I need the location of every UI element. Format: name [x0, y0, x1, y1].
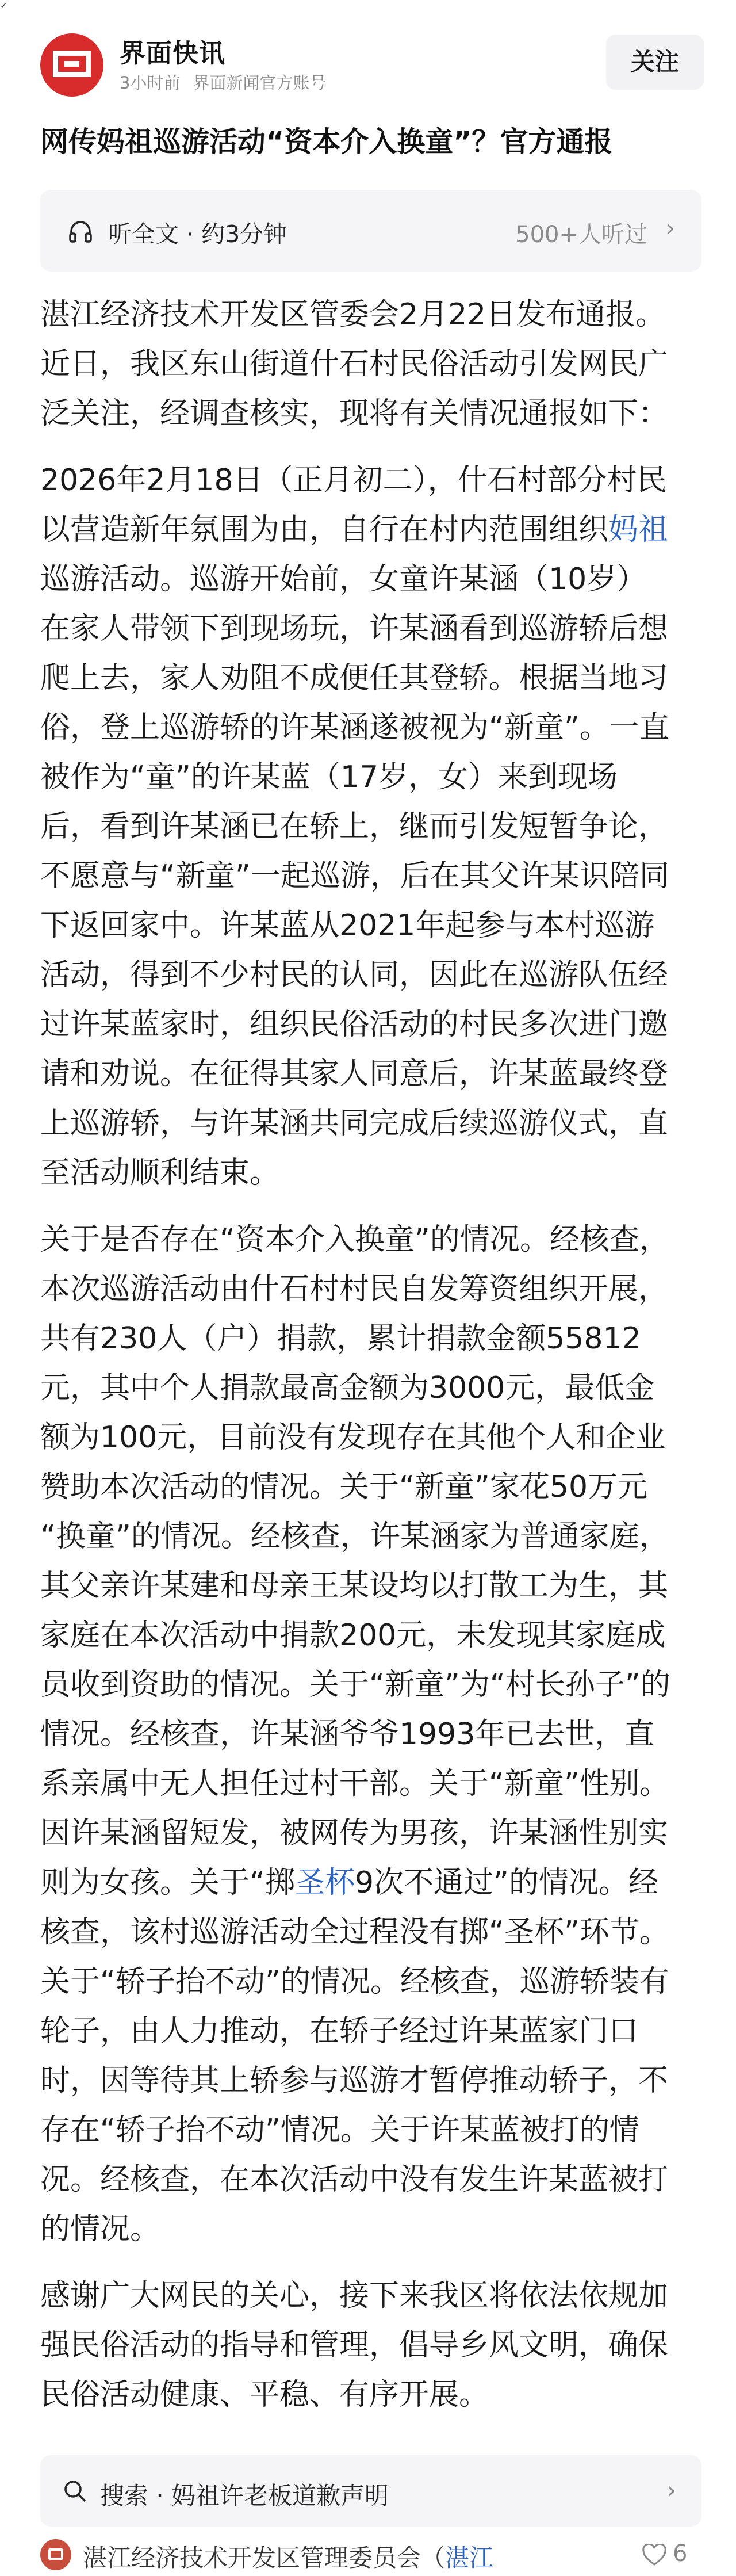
- text-line: 因许某涵留短发，被网传为男孩，许某涵性别实: [40, 1816, 669, 1851]
- text-line: [40, 1858, 702, 1908]
- paragraph-event: [40, 456, 702, 1198]
- paragraph-intro: [40, 290, 702, 438]
- text-line: 强民俗活动的指导和管理，倡导乡风文明，确保: [40, 2328, 669, 2363]
- text-line: 在家人带领下到现场玩，许某涵看到巡游轿后想: [40, 611, 669, 646]
- source-name: 湛江经济技术开发区管理委员会（: [83, 2544, 446, 2572]
- article-body: [40, 290, 702, 2437]
- text-line: “换童”的情况。经核查，许某涵家为普通家庭，: [40, 1519, 669, 1554]
- text-line: 况。经核查，在本次活动中没有发生许某蓝被打: [40, 2162, 669, 2197]
- text-line: 爬上去，家人劝阻不成便任其登轿。根据当地习: [40, 661, 669, 695]
- text-line: 共有230人（户）捐款，累计捐款金额55812: [40, 1321, 641, 1356]
- source-account[interactable]: [83, 2539, 493, 2574]
- text-line: 后，看到许某涵已在轿上，继而引发短暂争论，: [40, 809, 669, 844]
- text-span: 则为女孩。关于“掷: [40, 1866, 295, 1900]
- text-line: 关于是否存在“资本介入换童”的情况。经核查，: [40, 1222, 669, 1257]
- text-line: 不愿意与“新童”一起巡游，后在其父许某识陪同: [40, 859, 669, 893]
- source-link[interactable]: 湛江: [445, 2544, 494, 2572]
- source-avatar[interactable]: [40, 2539, 71, 2570]
- account-meta: [120, 70, 326, 94]
- verified-badge-icon: ✓: [0, 0, 8, 11]
- jiemian-logo-icon: [53, 51, 91, 77]
- text-line: 感谢广大网民的关心，接下来我区将依法依规加: [40, 2279, 669, 2313]
- text-line: 巡游活动。巡游开始前，女童许某涵（10岁）: [40, 562, 647, 597]
- listen-label: 听全文 · 约3分钟: [108, 220, 288, 248]
- text-line: 民俗活动健康、平稳、有序开展。: [40, 2378, 489, 2412]
- shengbei-link[interactable]: 圣杯: [294, 1866, 355, 1900]
- follow-button[interactable]: 关注: [606, 35, 704, 90]
- text-line: 湛江经济技术开发区管委会2月22日发布通报。: [40, 297, 666, 332]
- text-span: 以营造新年氛围为由，自行在村内范围组织: [40, 513, 609, 547]
- article-title: 网传妈祖巡游活动“资本介入换童”？官方通报: [40, 125, 613, 158]
- text-line: 过许某蓝家时，组织民俗活动的村民多次进门邀: [40, 1007, 669, 1042]
- text-line: 上巡游轿，与许某涵共同完成后续巡游仪式，直: [40, 1106, 669, 1141]
- chevron-right-icon: ›: [666, 215, 675, 242]
- text-line: 家庭在本次活动中捐款200元，未发现其家庭成: [40, 1618, 666, 1653]
- text-line: 请和劝说。在征得其家人同意后，许某蓝最终登: [40, 1057, 669, 1091]
- text-line: 核查，该村巡游活动全过程没有掷“圣杯”环节。: [40, 1915, 669, 1950]
- text-span: 9次不通过”的情况。经: [354, 1866, 658, 1900]
- text-line: 赞助本次活动的情况。关于“新童”家花50万元: [40, 1470, 648, 1504]
- text-line: 其父亲许某建和母亲王某设均以打散工为生，其: [40, 1569, 669, 1603]
- text-line: 额为100元，目前没有发现存在其他个人和企业: [40, 1420, 666, 1455]
- account-avatar[interactable]: [40, 33, 103, 97]
- text-line: 员收到资助的情况。关于“新童”为“村长孙子”的: [40, 1668, 670, 1702]
- text-line: 情况。经核查，许某涵爷爷1993年已去世，直: [40, 1717, 655, 1752]
- text-line: 元，其中个人捐款最高金额为3000元，最低金: [40, 1371, 655, 1405]
- paragraph-verification: [40, 1215, 702, 2254]
- listen-count: 500+人听过: [515, 221, 647, 248]
- post-time: 3小时前: [120, 73, 181, 93]
- text-line: 轮子，由人力推动，在轿子经过许某蓝家门口: [40, 2014, 639, 2048]
- text-line: 时，因等待其上轿参与巡游才暂停推动轿子，不: [40, 2063, 669, 2098]
- text-line: 存在“轿子抬不动”情况。关于许某蓝被打的情: [40, 2113, 639, 2147]
- paragraph-closing: [40, 2271, 702, 2420]
- search-suggestion-text: 搜索 · 妈祖许老板道歉声明: [100, 2482, 389, 2510]
- text-line: 至活动顺利结束。: [40, 1156, 280, 1190]
- headphones-icon: [68, 219, 93, 244]
- chevron-right-icon: ›: [666, 2476, 676, 2504]
- listen-full-text-bar[interactable]: [40, 190, 702, 272]
- related-source-footer: [0, 2536, 736, 2576]
- heart-icon[interactable]: [642, 2544, 667, 2567]
- text-line: 近日，我区东山街道什石村民俗活动引发网民广: [40, 347, 669, 381]
- text-line: 关于“轿子抬不动”的情况。经核查，巡游轿装有: [40, 1965, 669, 1999]
- text-line: 2026年2月18日（正月初二），什石村部分村民: [40, 463, 667, 498]
- text-line: 俗，登上巡游轿的许某涵遂被视为“新童”。一直: [40, 710, 669, 745]
- mazu-link[interactable]: 妈祖: [608, 513, 669, 547]
- text-line: [40, 505, 702, 555]
- text-line: 的情况。: [40, 2212, 160, 2246]
- account-name[interactable]: 界面快讯: [120, 38, 226, 68]
- text-line: 被作为“童”的许某蓝（17岁，女）来到现场: [40, 760, 618, 794]
- like-count: 6: [673, 2540, 688, 2567]
- search-icon: [62, 2478, 87, 2504]
- related-search-bar[interactable]: [40, 2455, 702, 2527]
- text-line: 下返回家中。许某蓝从2021年起参与本村巡游: [40, 908, 655, 943]
- article-header: [0, 0, 736, 92]
- text-line: 系亲属中无人担任过村干部。关于“新童”性别。: [40, 1767, 669, 1801]
- text-line: 活动，得到不少村民的认同，因此在巡游队伍经: [40, 958, 669, 992]
- text-line: 本次巡游活动由什石村村民自发筹资组织开展，: [40, 1272, 669, 1306]
- account-description: 界面新闻官方账号: [193, 73, 327, 93]
- text-line: 泛关注，经调查核实，现将有关情况通报如下：: [40, 396, 669, 431]
